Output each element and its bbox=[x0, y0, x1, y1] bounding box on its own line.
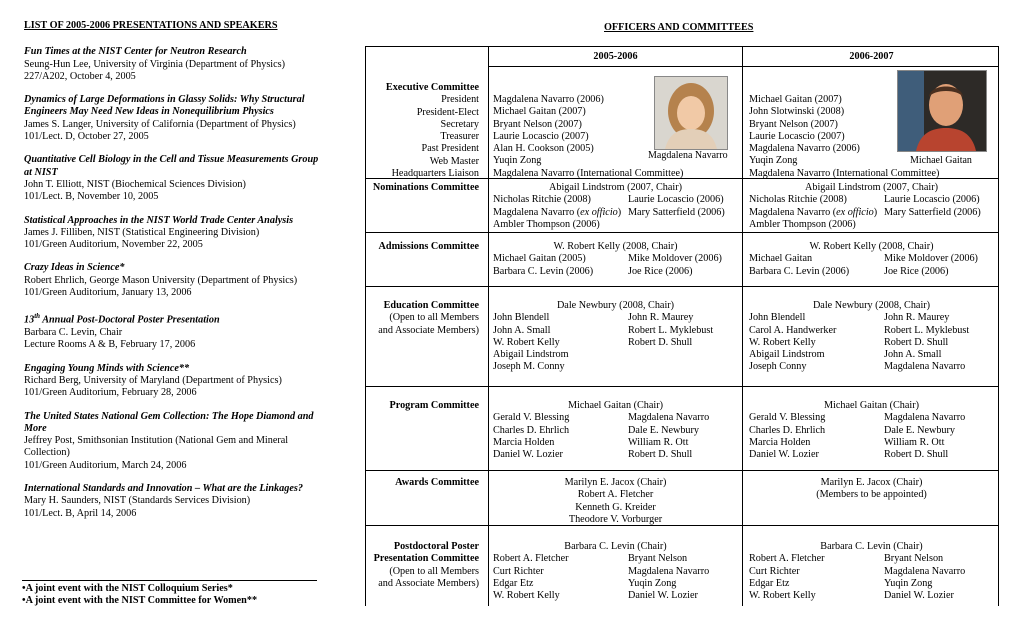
member-row bbox=[493, 566, 738, 578]
member-row bbox=[493, 207, 738, 219]
presentation-item bbox=[24, 310, 319, 351]
member-row bbox=[493, 325, 738, 337]
member: Magdalena Navarro (International Committee) bbox=[749, 167, 940, 179]
member: William R. Ott bbox=[628, 436, 689, 448]
member: Yuqin Zong bbox=[884, 577, 933, 589]
chair: Dale Newbury (2008, Chair) bbox=[812, 300, 931, 311]
member: Michael Gaitan (2005) bbox=[493, 253, 586, 265]
member-row bbox=[493, 337, 738, 349]
presentation-speaker: Barbara C. Levin, Chair bbox=[24, 327, 123, 339]
committee-note: and Associate Members) bbox=[378, 324, 479, 336]
member: Edgar Etz bbox=[493, 577, 534, 589]
member: Ambler Thompson (2006) bbox=[749, 218, 856, 230]
member: Magdalena Navarro bbox=[884, 565, 966, 577]
education-committee-name: Education Committee bbox=[383, 300, 479, 311]
role-label: Treasurer bbox=[440, 131, 479, 143]
member-row bbox=[749, 194, 994, 206]
member: Magdalena Navarro bbox=[628, 412, 710, 424]
presentation-item bbox=[24, 94, 319, 143]
member: Robert D. Shull bbox=[628, 449, 693, 461]
member: Bryant Nelson (2007) bbox=[749, 118, 838, 130]
presentation-speaker: James S. Langer, University of California (Department of Physics) bbox=[24, 118, 296, 130]
presentation-item bbox=[24, 215, 319, 252]
member: Daniel W. Lozier bbox=[749, 449, 819, 461]
role-label: Past President bbox=[421, 143, 479, 155]
photo-magdalena-navarro bbox=[654, 76, 728, 150]
member: Theodore V. Vorburger bbox=[568, 513, 663, 525]
member: Robert D. Shull bbox=[628, 336, 693, 348]
member-row bbox=[493, 553, 738, 565]
presentation-title: Crazy Ideas in Science* bbox=[24, 262, 125, 274]
member-name: Magdalena Navarro ( bbox=[493, 206, 581, 218]
member: Robert L. Myklebust bbox=[628, 324, 714, 336]
table-divider-col2 bbox=[742, 46, 743, 606]
member: John A. Small bbox=[493, 324, 551, 336]
presentation-title bbox=[24, 310, 319, 327]
presentation-speaker: Robert Ehrlich, George Mason University (Department of Physics) bbox=[24, 274, 298, 286]
member: John Blendell bbox=[493, 312, 550, 324]
admissions-members-2006 bbox=[749, 241, 994, 278]
member-name: Magdalena Navarro ( bbox=[749, 206, 837, 218]
chair: Abigail Lindstrom (2007, Chair) bbox=[805, 182, 938, 193]
member-row bbox=[493, 349, 738, 361]
committee-note: (Open to all Members bbox=[389, 312, 479, 324]
member: Abigail Lindstrom bbox=[493, 349, 569, 361]
awards-label bbox=[365, 477, 479, 489]
footnotes bbox=[22, 580, 317, 608]
member: W. Robert Kelly bbox=[749, 590, 816, 602]
education-members-2006 bbox=[749, 300, 994, 374]
member: Yuqin Zong bbox=[493, 155, 542, 167]
member-role: ex officio bbox=[580, 206, 618, 218]
member: Charles D. Ehrlich bbox=[749, 424, 826, 436]
admissions-label bbox=[365, 241, 479, 253]
member-row bbox=[749, 590, 994, 602]
awards-committee-name: Awards Committee bbox=[395, 477, 479, 488]
table-divider-col1 bbox=[488, 46, 489, 606]
executive-committee-name: Executive Committee bbox=[385, 82, 479, 93]
member-row bbox=[749, 337, 994, 349]
member: Magdalena Navarro (2006) bbox=[493, 94, 604, 105]
table-rule bbox=[365, 286, 999, 287]
member: Curt Richter bbox=[493, 565, 544, 577]
member-role: ex officio bbox=[836, 206, 874, 218]
member: Bryant Nelson bbox=[884, 553, 944, 565]
member: Laurie Locascio (2007) bbox=[493, 130, 589, 142]
member-row bbox=[493, 578, 738, 590]
presentation-location-date: 101/Green Auditorium, March 24, 2006 bbox=[24, 459, 187, 471]
presentation-title: The United States National Gem Collection: The Hope Diamond and More bbox=[24, 410, 314, 434]
member: John R. Maurey bbox=[884, 312, 950, 324]
member: Laurie Locascio (2006) bbox=[628, 194, 724, 206]
member: Nicholas Ritchie (2008) bbox=[493, 194, 591, 206]
member: Joseph Conny bbox=[749, 361, 807, 373]
presentation-title-number: 13 bbox=[24, 314, 35, 326]
member: Gerald V. Blessing bbox=[493, 412, 570, 424]
table-rule bbox=[365, 232, 999, 233]
member: Gerald V. Blessing bbox=[749, 412, 826, 424]
presentation-title-superscript: th bbox=[34, 312, 41, 321]
member-row bbox=[493, 425, 738, 437]
member-close: ) bbox=[873, 206, 878, 218]
member-row bbox=[749, 449, 994, 461]
year-header-2005: 2005-2006 bbox=[593, 51, 638, 62]
member: W. Robert Kelly bbox=[749, 336, 816, 348]
table-rule bbox=[365, 470, 999, 471]
presentation-title: Statistical Approaches in the NIST World Trade Center Analysis bbox=[24, 214, 294, 226]
presentation-speaker: Mary H. Saunders, NIST (Standards Services Division) bbox=[24, 495, 251, 507]
presentation-speaker: Richard Berg, University of Maryland (Department of Physics) bbox=[24, 374, 282, 386]
member: Alan H. Cookson (2005) bbox=[493, 143, 594, 155]
chair: Abigail Lindstrom (2007, Chair) bbox=[549, 182, 682, 193]
footnote-colloquium: •A joint event with the NIST Colloquium Series* bbox=[22, 583, 233, 594]
member-row bbox=[493, 312, 738, 324]
member-row bbox=[493, 412, 738, 424]
postdoc-committee-name-1: Postdoctoral Poster bbox=[393, 541, 479, 552]
postdoc-committee-name-2: Presentation Committee bbox=[373, 553, 479, 565]
member: Robert D. Shull bbox=[884, 336, 949, 348]
member-row bbox=[493, 253, 738, 265]
member-close: ) bbox=[617, 206, 622, 218]
chair: Michael Gaitan (Chair) bbox=[567, 400, 664, 411]
presentation-title: International Standards and Innovation – What are the Linkages? bbox=[24, 483, 303, 494]
member: John Slotwinski (2008) bbox=[749, 106, 845, 118]
presentation-title-rest: Annual Post-Doctoral Poster Presentation bbox=[40, 314, 220, 326]
member: Robert A. Fletcher bbox=[493, 553, 569, 565]
presentation-item bbox=[24, 363, 319, 400]
chair: W. Robert Kelly (2008, Chair) bbox=[553, 241, 678, 252]
presentation-location-date: 101/Lect. B, November 10, 2005 bbox=[24, 191, 159, 203]
member: W. Robert Kelly bbox=[493, 336, 560, 348]
member bbox=[493, 207, 628, 219]
presentation-location-date: 101/Lect. B, April 14, 2006 bbox=[24, 507, 137, 519]
member: Magdalena Navarro bbox=[884, 412, 966, 424]
member-row bbox=[749, 312, 994, 324]
member: Joe Rice (2006) bbox=[884, 265, 949, 277]
role-label: Headquarters Liaison bbox=[391, 168, 479, 180]
program-members-2006 bbox=[749, 400, 994, 461]
presentation-speaker: James J. Filliben, NIST (Statistical Engineering Division) bbox=[24, 226, 260, 238]
member: Dale E. Newbury bbox=[628, 424, 700, 436]
member-note: (Members to be appointed) bbox=[816, 489, 927, 501]
member: Robert L. Myklebust bbox=[884, 324, 970, 336]
photo-michael-gaitan bbox=[897, 70, 987, 152]
awards-members-2006 bbox=[749, 477, 994, 502]
member: Michael Gaitan (2007) bbox=[749, 94, 842, 105]
member: Michael Gaitan (2007) bbox=[493, 106, 586, 118]
role-label: President bbox=[441, 94, 479, 106]
chair: Michael Gaitan (Chair) bbox=[823, 400, 920, 411]
executive-roles bbox=[365, 82, 479, 180]
member: Daniel W. Lozier bbox=[493, 449, 563, 461]
member-row bbox=[749, 437, 994, 449]
member: Magdalena Navarro (International Committee) bbox=[493, 167, 684, 179]
member: Nicholas Ritchie (2008) bbox=[749, 194, 847, 206]
caption-michael-gaitan: Michael Gaitan bbox=[910, 155, 972, 166]
table-border-top bbox=[365, 46, 999, 47]
member-row bbox=[749, 425, 994, 437]
member: Dale E. Newbury bbox=[884, 424, 956, 436]
member: W. Robert Kelly bbox=[493, 590, 560, 602]
caption-magdalena-navarro: Magdalena Navarro bbox=[648, 150, 728, 161]
member: Bryant Nelson (2007) bbox=[493, 118, 582, 130]
awards-members-2005 bbox=[493, 477, 738, 526]
member-row bbox=[749, 349, 994, 361]
presentation-location-date: 101/Green Auditorium, November 22, 2005 bbox=[24, 239, 203, 251]
member: John Blendell bbox=[749, 312, 806, 324]
program-members-2005 bbox=[493, 400, 738, 461]
chair: Marilyn E. Jacox (Chair) bbox=[820, 477, 923, 488]
postdoc-members-2005 bbox=[493, 541, 738, 602]
member: Mary Satterfield (2006) bbox=[884, 206, 981, 218]
member-row bbox=[493, 266, 738, 278]
table-header-rule bbox=[488, 66, 999, 67]
member: Laurie Locascio (2006) bbox=[884, 194, 980, 206]
presentation-item bbox=[24, 483, 319, 520]
postdoc-members-2006 bbox=[749, 541, 994, 602]
presentation-location-date: 227/A202, October 4, 2005 bbox=[24, 70, 136, 82]
presentation-speaker: Seung-Hun Lee, University of Virginia (Department of Physics) bbox=[24, 58, 286, 70]
member: Carol A. Handwerker bbox=[749, 324, 837, 336]
presentation-location-date: 101/Lect. D, October 27, 2005 bbox=[24, 131, 149, 143]
presentation-item bbox=[24, 46, 319, 83]
member: Marcia Holden bbox=[493, 436, 555, 448]
nominations-members-2006 bbox=[749, 182, 994, 231]
member: Abigail Lindstrom bbox=[749, 349, 825, 361]
role-label: Secretary bbox=[440, 118, 479, 130]
nominations-committee-name: Nominations Committee bbox=[372, 182, 479, 193]
admissions-committee-name: Admissions Committee bbox=[378, 241, 479, 252]
table-rule bbox=[365, 386, 999, 387]
member-row bbox=[749, 412, 994, 424]
nominations-label bbox=[365, 182, 479, 194]
member: John A. Small bbox=[884, 349, 942, 361]
member-row bbox=[493, 194, 738, 206]
education-members-2005 bbox=[493, 300, 738, 374]
member: John R. Maurey bbox=[628, 312, 694, 324]
table-border-right bbox=[998, 46, 999, 606]
member-row bbox=[749, 361, 994, 373]
chair: Dale Newbury (2008, Chair) bbox=[556, 300, 675, 311]
presentation-title: Engaging Young Minds with Science** bbox=[24, 362, 190, 374]
education-label bbox=[365, 300, 479, 337]
member: Kenneth G. Kreider bbox=[575, 501, 656, 513]
member: Magdalena Navarro bbox=[884, 361, 966, 373]
member: Mike Moldover (2006) bbox=[884, 253, 978, 265]
member: Magdalena Navarro (2006) bbox=[749, 143, 860, 155]
presentation-speaker: Jeffrey Post, Smithsonian Institution (National Gem and Mineral Collection) bbox=[24, 435, 289, 459]
member-row bbox=[749, 566, 994, 578]
year-header-2006: 2006-2007 bbox=[849, 51, 894, 62]
presentation-location-date: Lecture Rooms A & B, February 17, 2006 bbox=[24, 339, 196, 351]
member: William R. Ott bbox=[884, 436, 945, 448]
presentation-speaker: John T. Elliott, NIST (Biochemical Sciences Division) bbox=[24, 178, 246, 190]
presentation-title: Quantitative Cell Biology in the Cell and Tissue Measurements Group at NIST bbox=[24, 154, 319, 178]
presentation-location-date: 101/Green Auditorium, February 28, 2006 bbox=[24, 387, 197, 399]
member: Daniel W. Lozier bbox=[628, 590, 698, 602]
presentation-item bbox=[24, 411, 319, 472]
member: Robert A. Fletcher bbox=[749, 553, 825, 565]
nominations-members-2005 bbox=[493, 182, 738, 231]
presentation-location-date: 101/Green Auditorium, January 13, 2006 bbox=[24, 287, 192, 299]
presentation-item bbox=[24, 154, 319, 203]
member: Robert D. Shull bbox=[884, 449, 949, 461]
member: Joseph M. Conny bbox=[493, 361, 565, 373]
member: Barbara C. Levin (2006) bbox=[749, 265, 850, 277]
role-label: President-Elect bbox=[416, 106, 479, 118]
presentations-heading: LIST OF 2005-2006 PRESENTATIONS AND SPEAKERS bbox=[24, 20, 278, 31]
presentation-title: Dynamics of Large Deformations in Glassy Solids: Why Structural Engineers May Need New Ideas in Nonequilibrium Physics bbox=[24, 94, 305, 118]
member-row bbox=[493, 449, 738, 461]
chair: Barbara C. Levin (Chair) bbox=[820, 541, 923, 552]
member-row bbox=[749, 253, 994, 265]
member-row bbox=[749, 207, 994, 219]
footnote-women: •A joint event with the NIST Committee for Women** bbox=[22, 595, 258, 607]
member-row bbox=[749, 266, 994, 278]
role-label: Web Master bbox=[429, 155, 479, 167]
member: Joe Rice (2006) bbox=[628, 265, 693, 277]
chair: W. Robert Kelly (2008, Chair) bbox=[809, 241, 934, 252]
presentation-item bbox=[24, 262, 319, 299]
member: Michael Gaitan bbox=[749, 253, 813, 265]
member: Daniel W. Lozier bbox=[884, 590, 954, 602]
member: Robert A. Fletcher bbox=[577, 489, 654, 501]
member: Curt Richter bbox=[749, 565, 800, 577]
program-label bbox=[365, 400, 479, 412]
admissions-members-2005 bbox=[493, 241, 738, 278]
member: Yuqin Zong bbox=[749, 155, 798, 167]
member: Mike Moldover (2006) bbox=[628, 253, 722, 265]
member-row bbox=[493, 590, 738, 602]
member-row bbox=[493, 361, 738, 373]
member-row bbox=[493, 437, 738, 449]
member: Charles D. Ehrlich bbox=[493, 424, 570, 436]
postdoc-label bbox=[365, 541, 479, 590]
member: Mary Satterfield (2006) bbox=[628, 206, 725, 218]
program-committee-name: Program Committee bbox=[389, 400, 479, 411]
committee-note: and Associate Members) bbox=[378, 577, 479, 589]
presentations-list bbox=[24, 46, 319, 520]
member: Edgar Etz bbox=[749, 577, 790, 589]
chair: Marilyn E. Jacox (Chair) bbox=[564, 477, 667, 488]
member-row bbox=[749, 578, 994, 590]
member: Bryant Nelson bbox=[628, 553, 688, 565]
member: Magdalena Navarro bbox=[628, 565, 710, 577]
member: Barbara C. Levin (2006) bbox=[493, 265, 594, 277]
member: Yuqin Zong bbox=[628, 577, 677, 589]
presentation-title: Fun Times at the NIST Center for Neutron Research bbox=[24, 46, 247, 58]
member: Marcia Holden bbox=[749, 436, 811, 448]
chair: Barbara C. Levin (Chair) bbox=[564, 541, 667, 552]
member: Ambler Thompson (2006) bbox=[493, 218, 600, 230]
member-row bbox=[749, 325, 994, 337]
presentations-panel bbox=[24, 20, 319, 531]
committee-note: (Open to all Members bbox=[389, 565, 479, 577]
member: Laurie Locascio (2007) bbox=[749, 130, 845, 142]
officers-heading: OFFICERS AND COMMITTEES bbox=[604, 22, 754, 33]
member-row bbox=[749, 553, 994, 565]
member bbox=[749, 207, 884, 219]
